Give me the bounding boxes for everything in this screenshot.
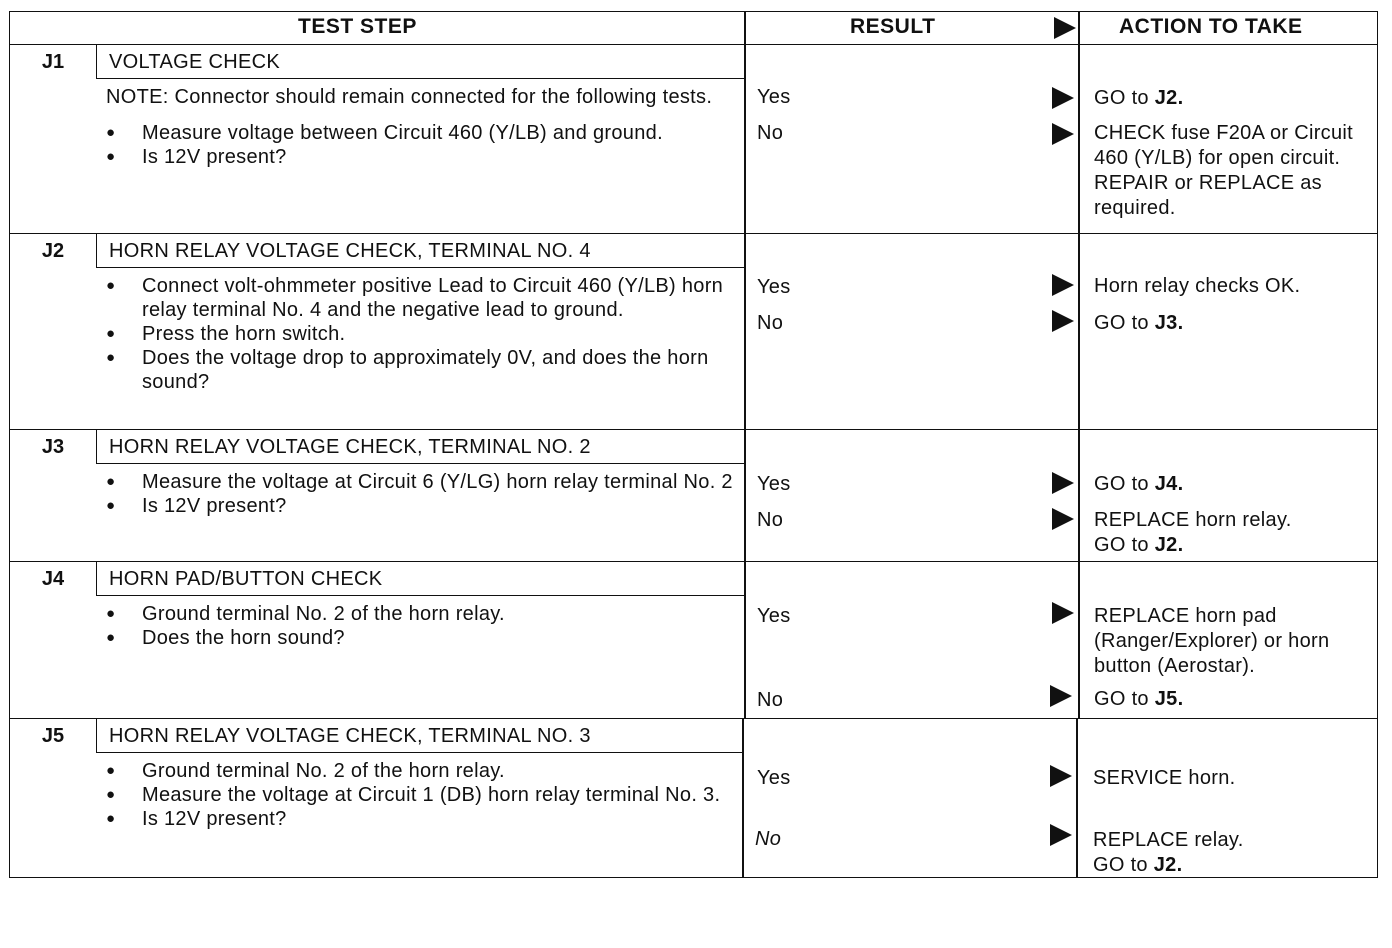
action-text: GO to J2. [1094, 87, 1184, 109]
result-yes: Yes [757, 767, 791, 789]
arrow-icon [1054, 17, 1076, 39]
step-id: J2 [41, 240, 65, 262]
step-title: HORN PAD/BUTTON CHECK [96, 562, 744, 596]
list-item: ● Ground terminal No. 2 of the horn relay. [106, 602, 736, 626]
step-j3 [9, 430, 1378, 562]
list-item: ● Measure the voltage at Circuit 6 (Y/LG) horn relay terminal No. 2 [106, 470, 736, 494]
action-text: GO to J3. [1094, 312, 1184, 334]
step-body [106, 759, 736, 831]
arrow-icon [1052, 123, 1074, 145]
step-body [106, 602, 736, 650]
action-text: Horn relay checks OK. [1094, 275, 1301, 297]
action-text: SERVICE horn. [1093, 767, 1236, 789]
step-id: J3 [41, 436, 65, 458]
diagnostic-table [9, 11, 1378, 878]
action-text: REPLACE horn relay. GO to J2. [1094, 509, 1292, 556]
step-body [106, 470, 736, 518]
arrow-icon [1050, 765, 1072, 787]
arrow-icon [1052, 87, 1074, 109]
step-j1 [9, 45, 1378, 234]
table-header [9, 11, 1378, 45]
result-yes: Yes [757, 473, 791, 495]
result-no: No [757, 509, 784, 531]
action-text: GO to J4. [1094, 473, 1184, 495]
header-action: ACTION TO TAKE [1119, 15, 1303, 38]
step-id: J1 [41, 51, 65, 73]
step-j4 [9, 562, 1378, 719]
list-item: ● Measure the voltage at Circuit 1 (DB) horn relay terminal No. 3. [106, 783, 736, 807]
arrow-icon [1052, 472, 1074, 494]
action-text: CHECK fuse F20A or Circuit 460 (Y/LB) for open circuit. REPAIR or REPLACE as required. [1094, 122, 1353, 219]
list-item: ● Is 12V present? [106, 494, 736, 518]
arrow-icon [1050, 685, 1072, 707]
list-item: ● Is 12V present? [106, 807, 736, 831]
arrow-icon [1052, 508, 1074, 530]
list-item: ● Ground terminal No. 2 of the horn relay. [106, 759, 736, 783]
step-body [106, 85, 736, 169]
result-no: No [757, 689, 784, 711]
step-title: HORN RELAY VOLTAGE CHECK, TERMINAL NO. 4 [96, 234, 744, 268]
result-no: No [757, 312, 784, 334]
note: NOTE: Connector should remain connected for the following tests. [106, 86, 713, 108]
arrow-icon [1052, 310, 1074, 332]
arrow-icon [1050, 824, 1072, 846]
list-item: ● Does the voltage drop to approximately 0V, and does the horn sound? [106, 346, 736, 394]
list-item: ● Is 12V present? [106, 145, 736, 169]
action-text: REPLACE horn pad (Ranger/Explorer) or horn button (Aerostar). [1094, 605, 1330, 677]
action-text: REPLACE relay. GO to J2. [1093, 829, 1244, 876]
header-test-step: TEST STEP [298, 15, 417, 38]
step-body [106, 274, 736, 394]
result-no: No [757, 122, 784, 144]
step-id: J4 [41, 568, 65, 590]
result-yes: Yes [757, 605, 791, 627]
step-id: J5 [41, 725, 65, 747]
step-j5 [9, 719, 1378, 878]
result-yes: Yes [757, 86, 791, 108]
result-yes: Yes [757, 276, 791, 298]
arrow-icon [1052, 274, 1074, 296]
list-item: ● Connect volt-ohmmeter positive Lead to Circuit 460 (Y/LB) horn relay terminal No. 4 and the negative lead to ground. [106, 274, 736, 322]
step-title: VOLTAGE CHECK [96, 45, 744, 79]
arrow-icon [1052, 602, 1074, 624]
step-title: HORN RELAY VOLTAGE CHECK, TERMINAL NO. 2 [96, 430, 744, 464]
step-j2 [9, 234, 1378, 430]
list-item: ● Press the horn switch. [106, 322, 736, 346]
step-title: HORN RELAY VOLTAGE CHECK, TERMINAL NO. 3 [96, 719, 744, 753]
list-item: ● Does the horn sound? [106, 626, 736, 650]
header-result: RESULT [850, 15, 936, 38]
action-text: GO to J5. [1094, 688, 1184, 710]
list-item: ● Measure voltage between Circuit 460 (Y/LB) and ground. [106, 121, 736, 145]
result-no: No [755, 828, 782, 850]
